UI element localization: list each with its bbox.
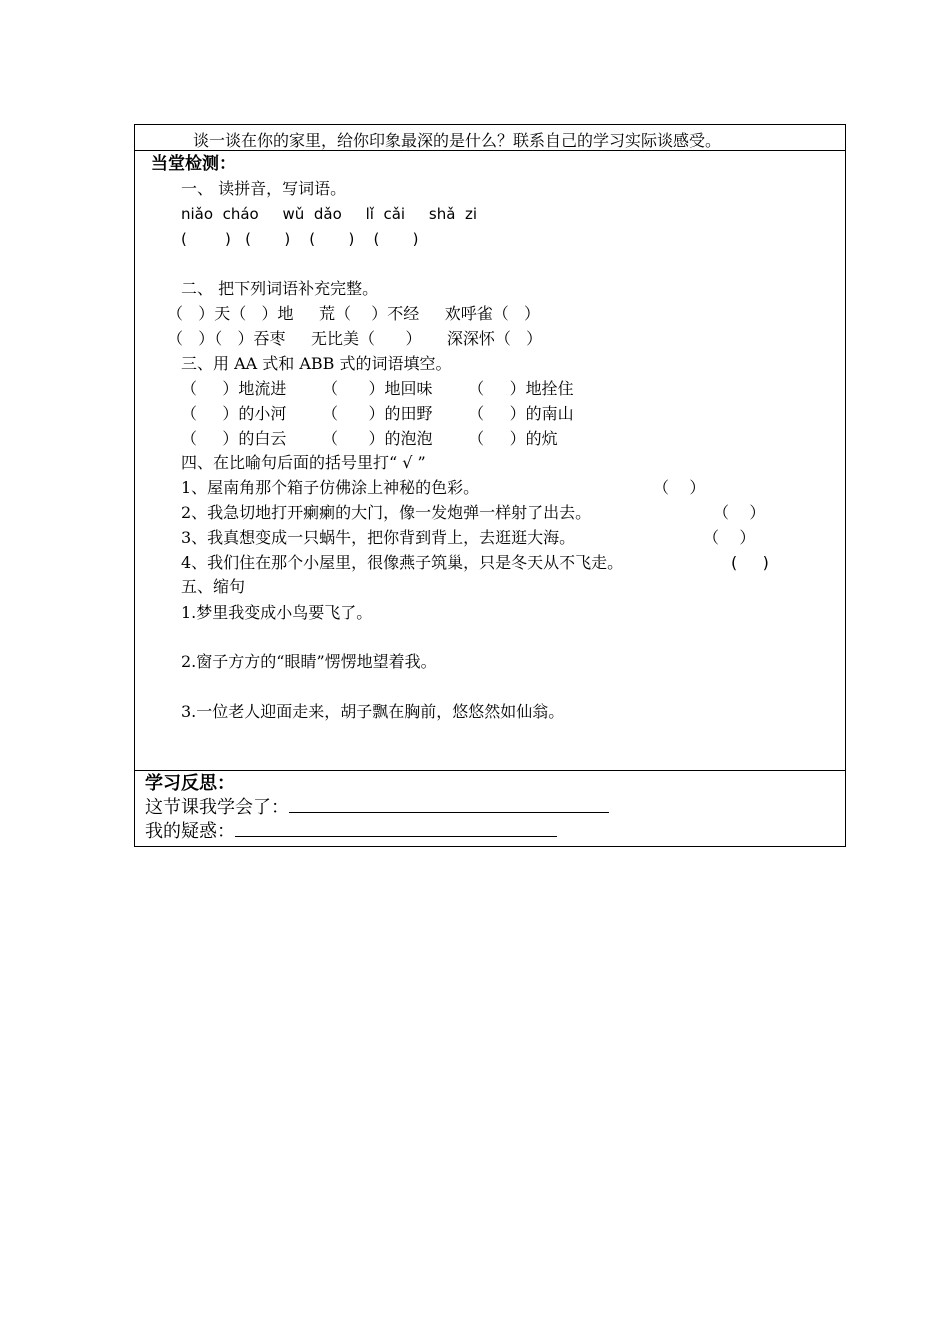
sec4-q3: 3、我真想变成一只蜗牛，把你背到背上，去逛逛大海。 — [181, 528, 576, 547]
sec3-row3: （ ）的白云 （ ）的泡泡 （ ）的炕 — [181, 429, 558, 448]
reflection-learned-label: 这节课我学会了： — [145, 797, 289, 818]
sec3-row1: （ ）地流进 （ ）地回味 （ ）地拴住 — [181, 379, 574, 398]
sec4-q1: 1、屋南角那个箱子仿佛涂上神秘的色彩。 — [181, 478, 480, 497]
sec4-q2-mark: （ ） — [713, 503, 766, 522]
worksheet-table — [134, 124, 846, 847]
reflection-cell — [134, 771, 846, 847]
reflection-learned-row — [145, 796, 609, 819]
learned-answer-line[interactable] — [289, 796, 609, 813]
sec1-pinyin: niǎo cháo wǔ dǎo lǐ cǎi shǎ zi — [181, 205, 477, 223]
sec5-s3: 3.一位老人迎面走来，胡子飘在胸前，悠悠然如仙翁。 — [181, 702, 565, 721]
sec2-title: 二、 把下列词语补充完整。 — [181, 279, 379, 298]
sec4-q4: 4、我们住在那个小屋里，很像燕子筑巢，只是冬天从不飞走。 — [181, 553, 624, 572]
check-cell — [134, 151, 846, 771]
sec1-brackets: ( ) ( ) ( ) ( ) — [181, 230, 419, 248]
top-prompt: 谈一谈在你的家里，给你印象最深的是什么？联系自己的学习实际谈感受。 — [193, 131, 722, 150]
prompt-cell — [134, 124, 846, 151]
sec2-row1: （ ）天（ ）地 荒（ ）不经 欢呼雀（ ） — [167, 304, 540, 323]
sec5-s2: 2.窗子方方的“眼睛”愣愣地望着我。 — [181, 652, 437, 671]
reflection-doubt-row — [145, 820, 557, 843]
sec1-title: 一、 读拼音，写词语。 — [181, 179, 347, 198]
sec3-row2: （ ）的小河 （ ）的田野 （ ）的南山 — [181, 404, 574, 423]
sec2-row2: （ ）（ ）吞枣 无比美（ ） 深深怀（ ） — [167, 329, 543, 348]
check-heading: 当堂检测： — [151, 154, 236, 174]
reflection-heading: 学习反思： — [145, 773, 235, 794]
sec4-q1-mark: （ ） — [653, 478, 706, 497]
sec5-s1: 1.梦里我变成小鸟要飞了。 — [181, 603, 373, 622]
doubt-answer-line[interactable] — [235, 820, 557, 837]
sec4-q3-mark: （ ） — [703, 528, 756, 547]
sec5-title: 五、缩句 — [181, 577, 246, 596]
reflection-doubt-label: 我的疑惑： — [145, 821, 235, 842]
sec4-q4-mark: ( ) — [731, 553, 769, 572]
sec3-title: 三、用 AA 式和 ABB 式的词语填空。 — [181, 354, 452, 373]
sec4-q2: 2、我急切地打开瘌瘌的大门，像一发炮弹一样射了出去。 — [181, 503, 592, 522]
sec4-title: 四、在比喻句后面的括号里打“ √ ” — [181, 453, 426, 472]
